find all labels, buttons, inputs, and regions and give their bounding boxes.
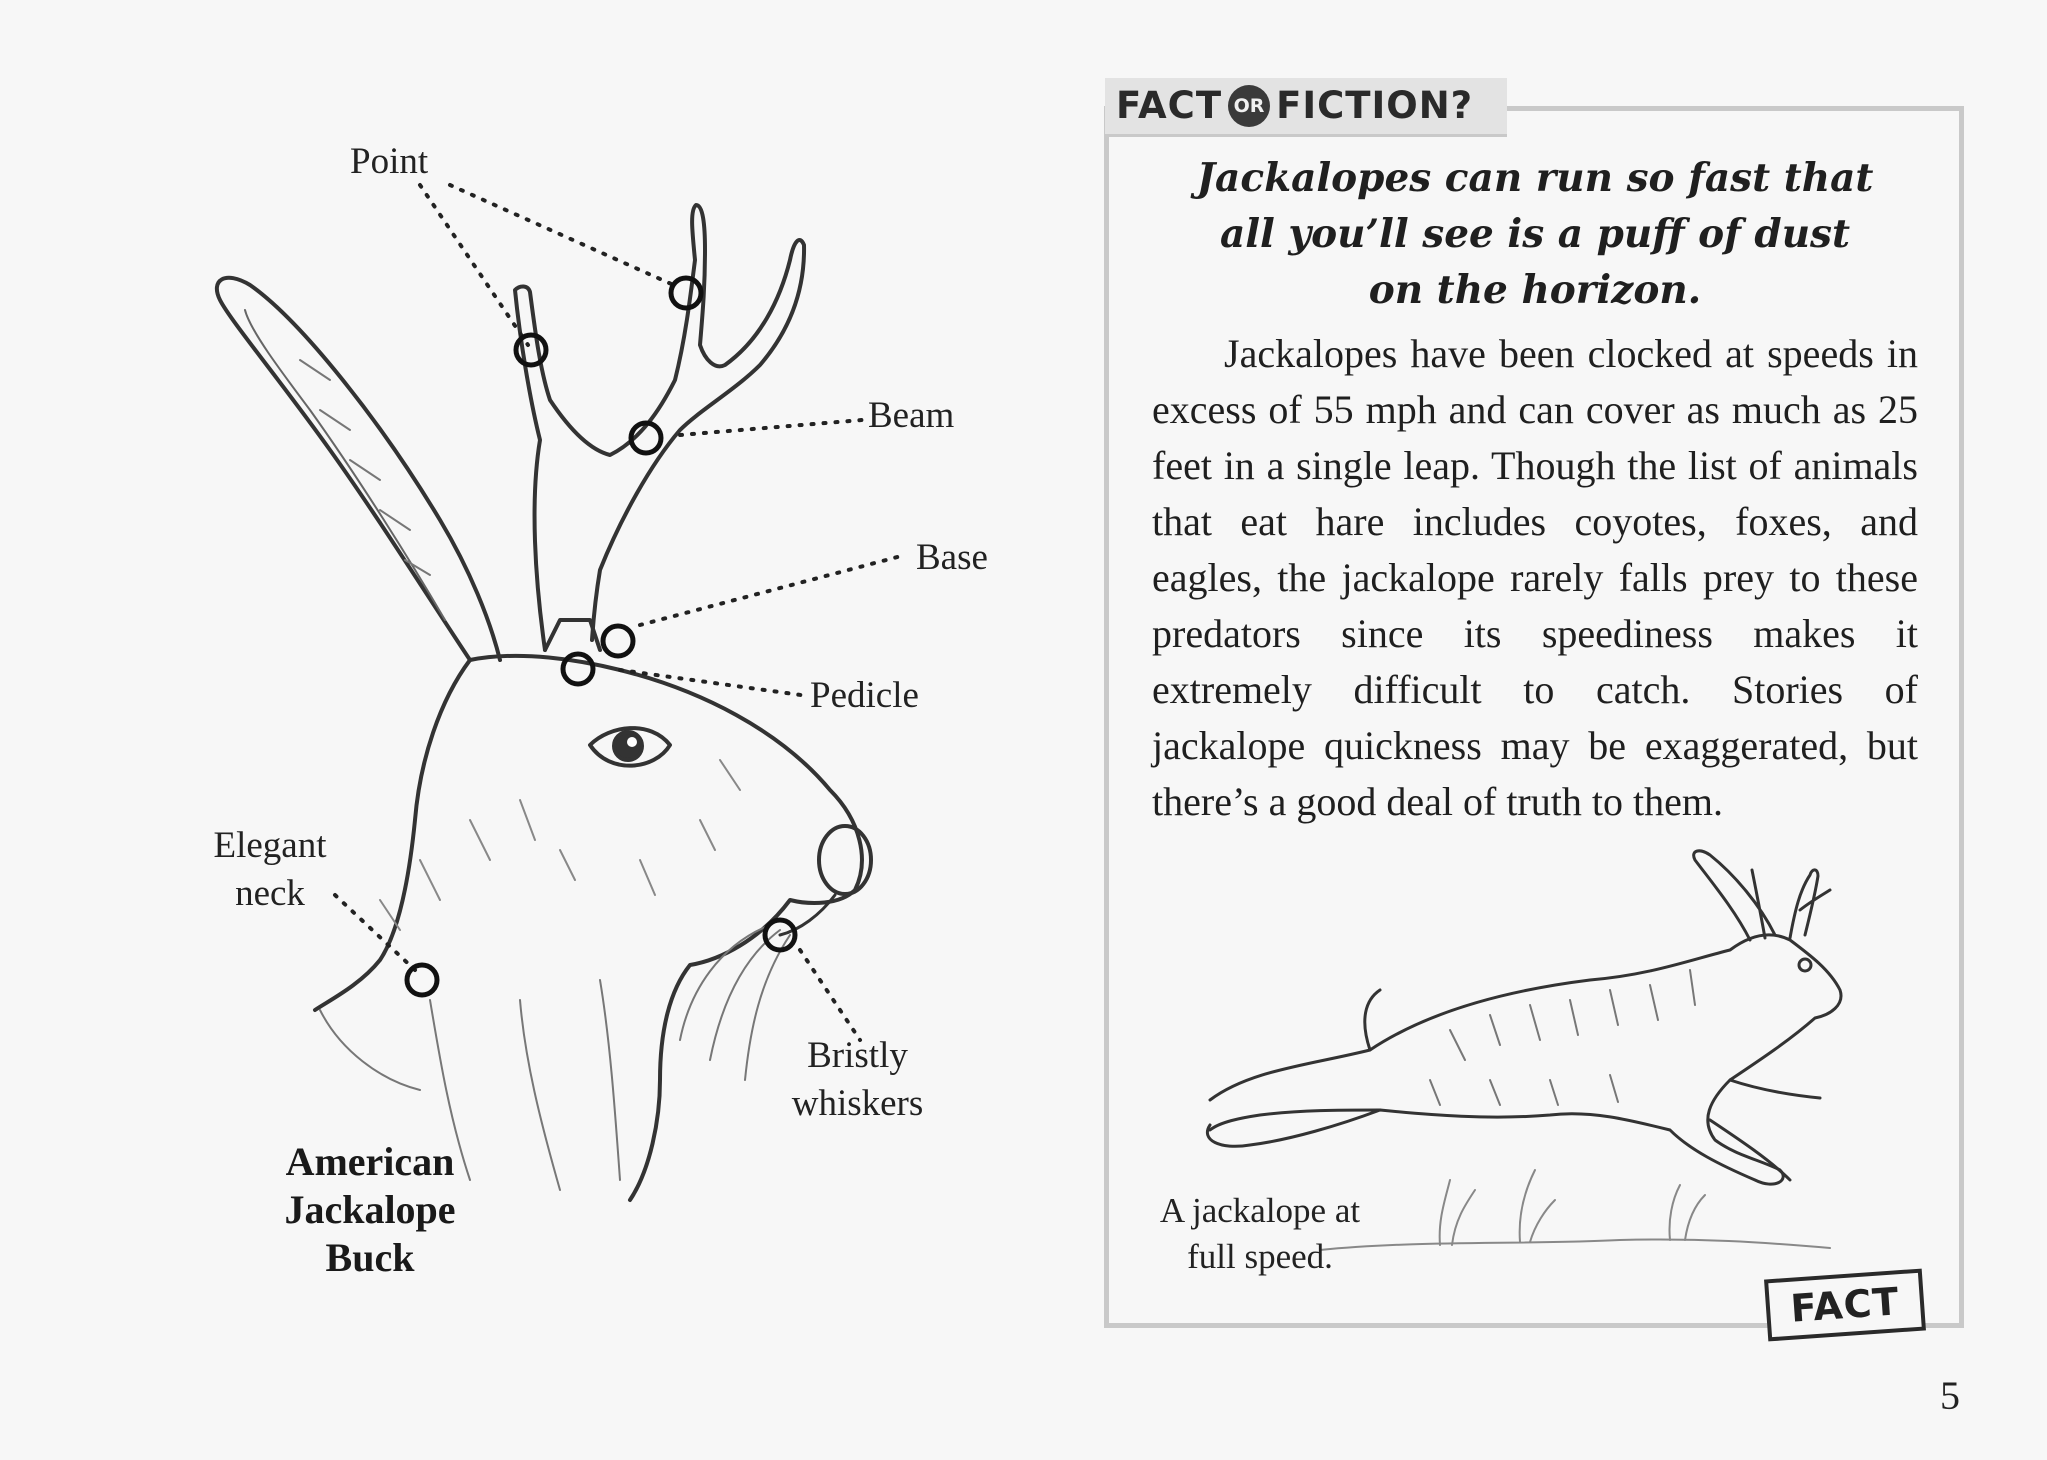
tab-fact: FACT [1116, 84, 1223, 127]
page-number: 5 [1940, 1373, 1960, 1418]
ear-outline [217, 278, 500, 660]
caption-line1: American [285, 1139, 455, 1184]
running-illustration-caption [1130, 1188, 1390, 1280]
callout-pedicle [563, 654, 593, 684]
figure-caption [250, 1138, 490, 1282]
label-elegant-neck-line1: Elegant [213, 825, 327, 866]
label-elegant-neck-line2: neck [235, 873, 305, 914]
label-bristly-whiskers [770, 1032, 945, 1128]
caption-line3: Buck [325, 1235, 415, 1280]
or-badge: OR [1228, 85, 1270, 127]
label-elegant-neck [200, 822, 340, 918]
fact-or-fiction-heading [1116, 84, 1473, 127]
run-caption-line2: full speed. [1187, 1237, 1333, 1276]
ground-line [1320, 1239, 1830, 1250]
label-bristly-line2: whiskers [791, 1083, 924, 1124]
headline-line1: Jackalopes can run so fast that [1196, 155, 1874, 201]
callout-point-right [671, 278, 701, 308]
label-point: Point [350, 141, 429, 182]
fact-headline [1150, 150, 1920, 318]
headline-line3: on the horizon. [1368, 267, 1702, 313]
fact-body-text: Jackalopes have been clocked at speeds in excess of 55 mph and can cover as much as 25 feet in a single leap. Though the list of animals that eat hare includes coyotes, foxes, and eagles, the jackalope rarely falls prey to these predators since its speediness makes it extremely difficult to catch. Stories of jackalope quickness may be exaggerated, but there’s a good deal of truth to them. [1152, 331, 1918, 824]
label-bristly-line1: Bristly [807, 1035, 908, 1076]
running-antlers [1790, 870, 1830, 938]
caption-line2: Jackalope [284, 1187, 456, 1232]
fact-verdict-stamp: FACT [1764, 1269, 1926, 1342]
callout-neck [407, 965, 437, 995]
run-caption-line1: A jackalope at [1159, 1191, 1361, 1230]
headline-line2: all you’ll see is a puff of dust [1219, 211, 1851, 257]
label-pedicle: Pedicle [810, 675, 919, 716]
running-body [1207, 935, 1841, 1184]
label-beam: Beam [868, 395, 955, 436]
tab-fiction: FICTION? [1276, 84, 1474, 127]
running-ears [1694, 851, 1775, 940]
callout-point-left [516, 335, 546, 365]
callout-base [603, 626, 633, 656]
label-base: Base [916, 537, 988, 578]
